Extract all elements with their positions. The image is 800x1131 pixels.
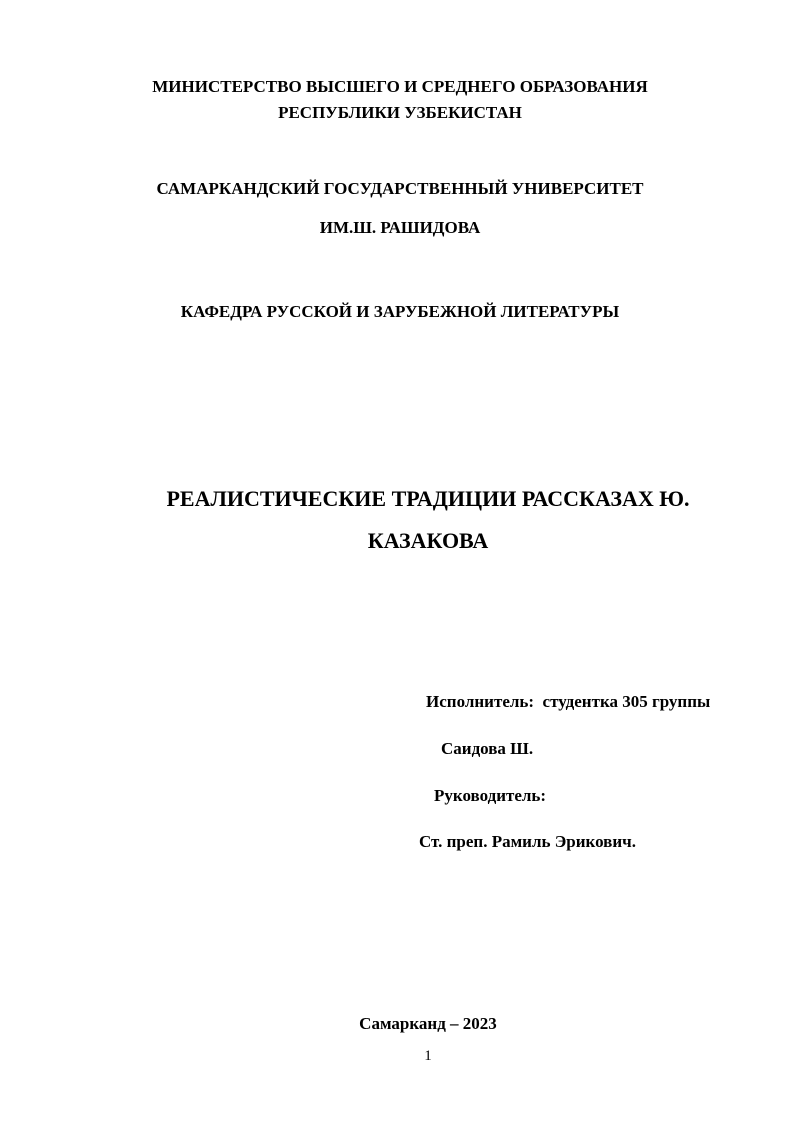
work-title-line-2: КАЗАКОВА: [367, 528, 489, 553]
ministry-line-1: МИНИСТЕРСТВО ВЫСШЕГО И СРЕДНЕГО ОБРАЗОВАНИЯ: [152, 77, 648, 96]
student-name: Саидова Ш.: [441, 739, 534, 758]
work-title-line-1: РЕАЛИСТИЧЕСКИЕ ТРАДИЦИИ РАССКАЗАХ Ю.: [166, 486, 690, 511]
university-line-1: САМАРКАНДСКИЙ ГОСУДАРСТВЕННЫЙ УНИВЕРСИТЕТ: [156, 179, 644, 198]
performer-line: Исполнитель: студентка 305 группы: [426, 692, 711, 711]
page-number: 1: [424, 1048, 432, 1064]
supervisor-name: Ст. преп. Рамиль Эрикович.: [419, 832, 636, 851]
university-line-2: ИМ.Ш. РАШИДОВА: [319, 218, 481, 237]
department-name: КАФЕДРА РУССКОЙ И ЗАРУБЕЖНОЙ ЛИТЕРАТУРЫ: [180, 302, 620, 321]
ministry-line-2: РЕСПУБЛИКИ УЗБЕКИСТАН: [278, 103, 522, 122]
supervisor-label: Руководитель:: [434, 786, 547, 805]
city-year: Самарканд – 2023: [359, 1014, 497, 1033]
